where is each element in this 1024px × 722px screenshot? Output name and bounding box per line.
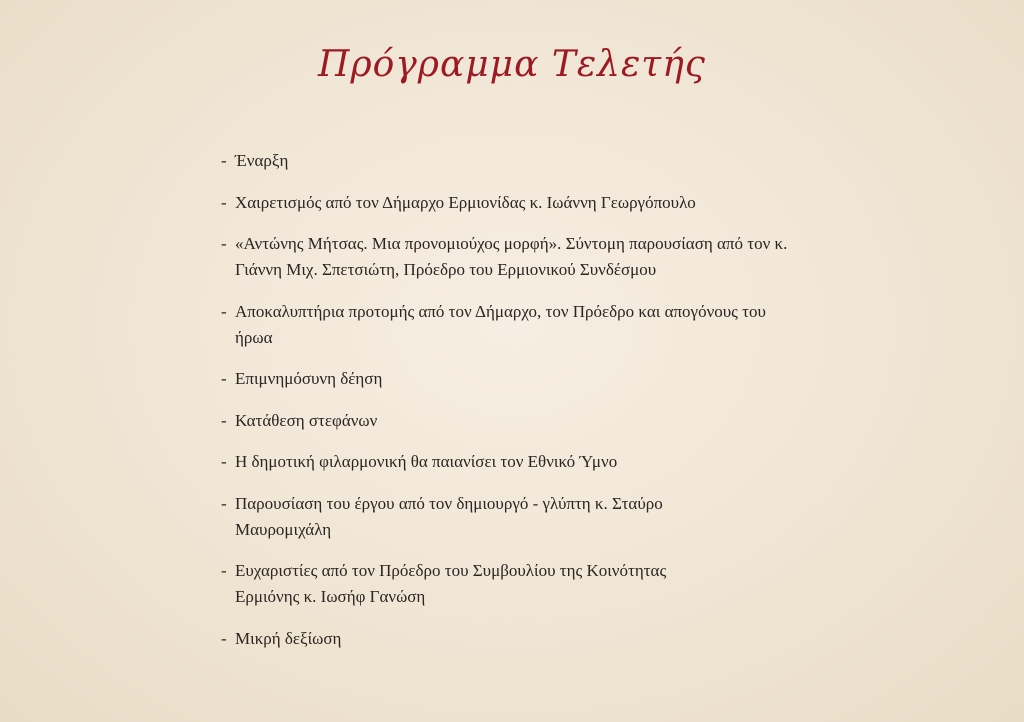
list-item xyxy=(221,408,861,434)
list-dash: - xyxy=(221,301,227,321)
page-title: Πρόγραμμα Τελετής xyxy=(318,44,706,85)
list-item-text: Μικρή δεξίωση xyxy=(235,628,342,648)
list-item xyxy=(221,299,770,351)
list-item xyxy=(221,558,680,610)
list-item-text: Κατάθεση στεφάνων xyxy=(235,410,378,430)
list-item-text: Η δημοτική φιλαρμονική θα παιανίσει τον Εθνικό Ύμνο xyxy=(235,452,618,471)
list-item-text: «Αντώνης Μήτσας. Μια προνομιούχος μορφή». Σύντομη παρουσίαση από τον κ. Γιάννη Μιχ. Σπετσιώτη, Πρόεδρο του Ερμιονικού Συνδέσμου xyxy=(235,234,788,279)
list-dash: - xyxy=(221,410,227,430)
list-dash: - xyxy=(221,561,227,580)
list-item xyxy=(221,449,861,475)
list-item xyxy=(221,366,861,392)
list-item xyxy=(221,231,825,283)
list-dash: - xyxy=(221,369,227,388)
list-item xyxy=(221,148,861,174)
list-item-text: Ευχαριστίες από τον Πρόεδρο του Συμβουλίου της Κοινότητας Ερμιόνης κ. Ιωσήφ Γανώση xyxy=(235,561,667,606)
list-item xyxy=(221,626,861,652)
list-dash: - xyxy=(221,628,227,648)
list-item xyxy=(221,491,690,543)
list-item xyxy=(221,190,861,216)
list-dash: - xyxy=(221,452,227,471)
list-dash: - xyxy=(221,234,227,253)
list-dash: - xyxy=(221,151,227,170)
list-dash: - xyxy=(221,493,227,513)
list-item-text: Χαιρετισμός από τον Δήμαρχο Ερμιονίδας κ. Ιωάννη Γεωργόπουλο xyxy=(235,192,696,212)
list-item-text: Παρουσίαση του έργου από τον δημιουργό - γλύπτη κ. Σταύρο Μαυρομιχάλη xyxy=(235,493,663,539)
list-item-text: Αποκαλυπτήρια προτομής από τον Δήμαρχο, τον Πρόεδρο και απογόνους του ήρωα xyxy=(235,301,766,347)
program-list xyxy=(221,148,861,667)
list-item-text: Επιμνημόσυνη δέηση xyxy=(235,369,383,388)
list-item-text: Έναρξη xyxy=(235,151,289,170)
list-dash: - xyxy=(221,192,227,212)
